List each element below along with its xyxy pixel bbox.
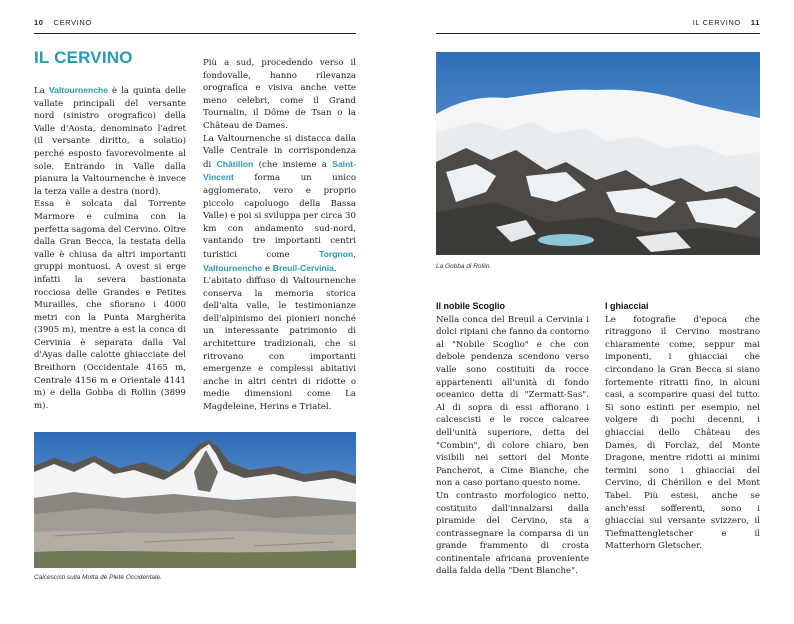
left-page-header: [34, 18, 92, 27]
paragraph: La Valtournenche è la quinta delle vallate principali del versante nord (sinistro orografico) della Valle d'Aosta, denominato l'adret (il versante diritto, a solatio) perché esposto favorevolmente al sole. Entrando in Valle dalla pianura la Valtournenche è invece la terza valle a destra (nord).: [34, 85, 187, 197]
photo-caption: La Gobba di Rollin.: [436, 263, 492, 270]
paragraph: Le fotografie d'epoca che ritraggono il Cervino mostrano chiaramente come, seppur mai imponenti, i ghiacciai che circondano la Gran Becca si siano fortemente ritratti fino, in alcuni casi, a scomparire quasi del tutto. Si sono estinti per esempio, nel volgere di pochi decenni, i ghiacciai dello Château des Dames, di Forclaz, del Monte Dragone, mentre ridotti ai minimi termini sono i ghiacciai del Cervino, di Chérillon e del Mont Tabel. Più estesi, anche se anch'essi sofferenti, sono i ghiacciai sul versante svizzero, il Tiefmattengletscher e il Matterhorn Gletscher.: [605, 314, 760, 552]
paragraph: La Valtournenche si distacca dalla Valle Centrale in corrispondenza di Châtillon (che insieme a Saint-Vincent forma un unico agglomerato, vero e proprio piccolo capoluogo della Bassa Valle) e poi si sviluppa per circa 30 km con andamento sud-nord, vantando tre importanti centri turistici come Torgnon, Valtournenche e Breuil-Cervinia.: [203, 133, 356, 274]
place-link-torgnon[interactable]: Torgnon: [319, 248, 354, 259]
text-column-2: [203, 57, 356, 414]
place-link-breuil-cervinia[interactable]: Breuil-Cervinia: [272, 262, 334, 273]
text-column-1: [34, 84, 186, 412]
right-running-title: IL CERVINO: [692, 18, 741, 27]
left-page-number: 10: [34, 18, 44, 27]
paragraph: Essa è solcata dal Torrente Marmore e culmina con la perfetta sagoma del Cervino. Oltre dalla Gran Becca, la testata della valle è chiusa da altri importanti gruppi montuosi. A ovest si erge infatti la severa bastionata rocciosa delle Grandes e Petites Murailles, che sfiorano i 4000 metri con la Punta Margherita (3905 m), mentre a est la conca di Cervinia è separata dalla Val d'Ayas dalle calotte ghiacciate del Breithorn (Occidentale 4165 m, Centrale 4156 m e Orientale 4141 m) e della Gobba di Rollin (3899 m).: [34, 199, 186, 411]
place-link-valtournenche[interactable]: Valtournenche: [48, 85, 109, 95]
photo-gobba-di-rollin: [436, 52, 760, 255]
paragraph: Un contrasto morfologico netto, costituito dall'innalzarsi dalla piramide del Cervino, sta a contrassegnare la comparsa di un grande frammento di crosta continentale africana proveniente dalla falda della "Dent Blanche".: [436, 490, 589, 577]
text-column-4: [605, 300, 760, 553]
left-header-rule: [34, 33, 356, 34]
section-heading: Il nobile Scoglio: [436, 301, 506, 311]
paragraph: Più a sud, procedendo verso il fondovalle, hanno rilevanza orografica e visiva anche vette meno celebri, come il Grand Tournalin, il Dôme de Tsan o la Château de Dames.: [203, 58, 356, 131]
left-running-title: CERVINO: [53, 18, 92, 27]
paragraph: Nella conca del Breuil a Cervinia i dolci ripiani che fanno da contorno al "Nobile Scoglio" e che con debole pendenza scendono verso valle sono costituiti da rocce appartenenti all'unità di fondo oceanico detta di "Zermatt-Sas". Al di sopra di essi affiorano i calcescisti e le rocce calcaree dell'unità superiore, detta del "Combin", di colore chiaro, ben visibili nei settori del Monte Pancherot, a Cime Bianche, che non a caso portano questo nome.: [436, 314, 589, 489]
paragraph: L'abitato diffuso di Valtournenche conserva la memoria storica dell'alta valle, le testimonianze dell'alpinismo dei pionieri nonché un interessante patrimonio di architetture tradizionali, che si ritrovano con importanti emergenze e complessi abitativi anche in altri centri di ridotte o medie dimensioni come La Magdeleine, Herins e Triatel.: [203, 276, 356, 413]
place-link-valtournenche[interactable]: Valtournenche: [203, 262, 263, 273]
right-header-rule: [436, 33, 760, 34]
photo-caption: Calcescisti sulla Motta de Pleté Occidentale.: [34, 574, 162, 581]
right-page-number: 11: [750, 18, 760, 27]
right-page-header: [693, 18, 760, 27]
place-link-chatillon[interactable]: Châtillon: [216, 158, 254, 169]
chapter-title: IL CERVINO: [34, 48, 133, 67]
place-link-saint-vincent[interactable]: Saint-Vincent: [203, 158, 356, 183]
text-column-3: [436, 300, 589, 578]
section-heading: I ghiacciai: [605, 301, 649, 311]
photo-motta-de-plete: [34, 432, 356, 568]
